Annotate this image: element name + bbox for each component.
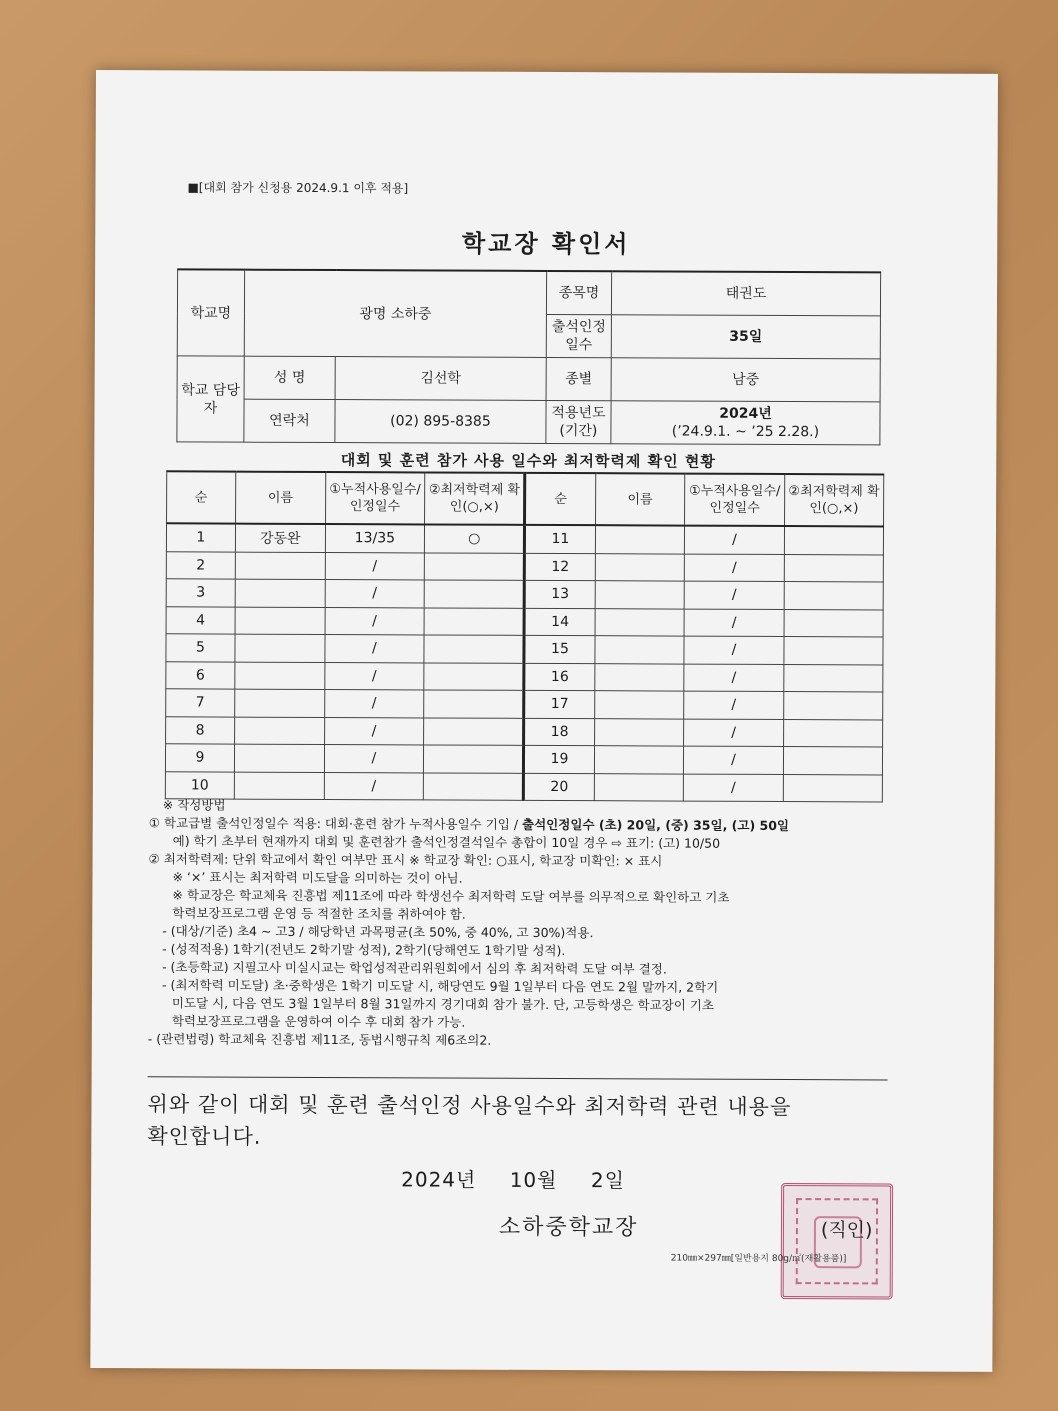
days-cell: / (684, 774, 783, 802)
signature-date (401, 1163, 651, 1193)
instruction-line: ※ 학교장은 학교체육 진흥법 제11조에 따라 학생선수 최저학력 도달 여부를 의무적으로 확인하고 기초 (172, 887, 730, 905)
days-cell: / (684, 609, 783, 637)
days-cell: / (685, 554, 784, 582)
confirmation-statement (147, 1088, 887, 1155)
check-cell (424, 662, 525, 690)
days-cell: / (685, 581, 784, 609)
name-cell (594, 663, 684, 691)
status-title: 대회 및 훈련 참가 사용 일수와 최저학력제 확인 현황 (340, 451, 716, 471)
sport-label: 종목명 (546, 271, 611, 315)
header-days: ①누적사용일수/인정일수 (325, 472, 424, 524)
name-cell (594, 718, 684, 746)
days-cell: / (324, 772, 423, 800)
seq-cell: 5 (166, 634, 235, 662)
name-cell (235, 662, 325, 690)
days-value: 35일 (611, 315, 880, 359)
seq-cell: 14 (525, 608, 595, 636)
header-days: ①누적사용일수/인정일수 (685, 474, 784, 526)
days-cell: / (685, 526, 784, 554)
school-info-table (176, 268, 881, 445)
days-cell: / (325, 552, 424, 580)
seq-cell: 1 (166, 523, 235, 551)
table-row (165, 744, 882, 775)
instruction-line: - (대상/기준) 초4 ~ 고3 / 해당학년 과목평균(초 50%, 중 40%, 고 30%)적용. (162, 923, 594, 941)
document-page (90, 70, 998, 1372)
seq-cell: 15 (524, 635, 594, 663)
name-cell (595, 581, 685, 609)
seq-cell: 3 (166, 579, 235, 607)
check-cell (423, 745, 524, 773)
name-cell (234, 772, 324, 800)
name-cell: 강동완 (235, 524, 325, 552)
header-seq: 순 (525, 473, 595, 525)
days-cell: / (684, 746, 783, 774)
check-cell (783, 747, 882, 775)
header-name: 이름 (235, 472, 325, 524)
date-year: 2024년 (401, 1167, 477, 1192)
name-label: 성 명 (244, 356, 335, 399)
year-cell (611, 401, 880, 445)
instruction-text: ① 학교급별 출석인정일수 적용: 대회·훈련 참가 누적사용일수 기입 / (148, 815, 523, 832)
instruction-line: - (최저학력 미도달) 초·중학생은 1학기 미도달 시, 해당연도 9월 1일부터 다음 연도 2월 말까지, 2학기 (161, 977, 719, 995)
name-cell (235, 579, 325, 607)
instruction-line: - (성적적용) 1학기(전년도 2학기말 성적), 2학기(당해연도 1학기말 성적). (162, 941, 566, 959)
check-cell (784, 609, 883, 637)
divider (148, 1076, 888, 1080)
check-cell (424, 552, 525, 580)
year-period: (’24.9.1. ~ ’25 2.28.) (671, 423, 820, 441)
header-check: ②최저학력제 확인(○,×) (425, 472, 526, 524)
instructions-heading: ※ 작성방법 (162, 797, 226, 813)
instruction-line: 미도달 시, 다음 연도 3월 1일부터 8월 31일까지 경기대회 참가 불가. 단, 고등학생은 학교장이 기초 (171, 995, 714, 1013)
check-cell (784, 637, 883, 665)
header-seq: 순 (167, 471, 236, 523)
name-value: 김선학 (335, 357, 546, 401)
seq-cell: 19 (524, 745, 594, 773)
name-cell (235, 607, 325, 635)
seq-cell: 20 (524, 773, 594, 801)
name-cell (235, 552, 325, 580)
seq-cell: 8 (166, 716, 235, 744)
instruction-line: 학력보장프로그램 운영 등 적절한 조치를 취하여야 함. (172, 905, 466, 922)
check-cell (783, 719, 882, 747)
seq-cell: 6 (166, 661, 235, 689)
seq-cell: 4 (166, 606, 235, 634)
contact-label: 연락처 (244, 399, 335, 442)
check-cell (424, 717, 525, 745)
name-cell (235, 689, 325, 717)
name-cell (594, 746, 684, 774)
seq-cell: 2 (166, 551, 235, 579)
days-cell: / (684, 636, 783, 664)
instruction-line: - (초등학교) 지필고사 미실시교는 학업성적관리위원회에서 심의 후 최저학력 도달 여부 결정. (162, 959, 667, 977)
year-label: 적용년도 (기간) (546, 400, 611, 443)
name-cell (595, 553, 685, 581)
name-cell (234, 744, 324, 772)
status-table (165, 470, 884, 802)
staff-label: 학교 담당자 (177, 356, 244, 442)
table-row (166, 551, 883, 582)
days-cell: / (684, 719, 783, 747)
check-cell (424, 690, 525, 718)
name-cell (595, 608, 685, 636)
check-cell (783, 774, 882, 802)
seq-cell: 7 (166, 689, 235, 717)
seq-cell: 18 (524, 718, 594, 746)
name-cell (234, 717, 324, 745)
date-day: 2일 (590, 1168, 625, 1193)
days-cell: / (325, 580, 424, 608)
days-cell: / (324, 717, 423, 745)
instruction-line: 학력보장프로그램을 운영하여 이수 후 대회 참가 가능. (171, 1013, 466, 1030)
table-row (166, 689, 883, 720)
days-label: 출석인정 일수 (546, 314, 611, 357)
sport-value: 태권도 (611, 271, 880, 316)
instruction-line: ※ ‘×’ 표시는 최저학력 미도달을 의미하는 것이 아님. (172, 869, 463, 886)
school-label: 학교명 (177, 269, 244, 356)
seal-mark: (직인) (820, 1219, 873, 1242)
days-cell: / (325, 662, 424, 690)
instruction-emphasis: 출석인정일수 (초) 20일, (중) 35일, (고) 50일 (522, 816, 790, 834)
year-value: 2024년 (719, 405, 772, 422)
header-check: ②최저학력제 확인(○,×) (784, 474, 884, 526)
check-cell (423, 772, 524, 800)
table-row (166, 716, 883, 747)
check-cell (424, 607, 525, 635)
seq-cell: 12 (525, 553, 595, 581)
name-cell (594, 636, 684, 664)
instruction-line: ② 최저학력제: 단위 학교에서 확인 여부만 표시 ※ 학교장 확인: ○표시, 학교장 미확인: × 표시 (148, 851, 663, 869)
table-row (166, 579, 883, 610)
seq-cell: 9 (165, 744, 234, 772)
name-cell (595, 525, 685, 553)
days-cell: / (324, 745, 423, 773)
principal-name: 소하중학교장 (498, 1214, 639, 1241)
name-cell (594, 773, 684, 801)
days-cell: / (684, 691, 783, 719)
statement-line: 확인합니다. (147, 1124, 262, 1149)
category-value: 남중 (611, 358, 880, 402)
seq-cell: 11 (525, 525, 595, 553)
date-month: 10월 (509, 1167, 558, 1193)
table-row (166, 634, 883, 665)
days-cell: / (325, 607, 424, 635)
name-cell (235, 634, 325, 662)
name-cell (594, 691, 684, 719)
instruction-line: - (관련법령) 학교체육 진흥법 제11조, 동법시행규칙 제6조의2. (147, 1031, 492, 1048)
check-cell (784, 554, 883, 582)
instructions (148, 796, 889, 1051)
document-title: 학교장 확인서 (461, 229, 631, 259)
seq-cell: 13 (525, 580, 595, 608)
table-row (166, 661, 883, 692)
check-cell (784, 582, 883, 610)
table-row (166, 606, 883, 637)
school-value: 광명 소하중 (244, 270, 546, 358)
check-cell (784, 526, 883, 554)
check-cell (424, 635, 525, 663)
statement-line: 위와 같이 대회 및 훈련 출석인정 사용일수와 최저학력 관련 내용을 (147, 1092, 792, 1120)
seq-cell: 16 (524, 663, 594, 691)
header-name: 이름 (595, 473, 685, 525)
category-label: 종별 (546, 357, 611, 400)
table-row (166, 523, 883, 554)
seq-cell: 10 (165, 771, 234, 799)
days-cell: 13/35 (325, 524, 424, 552)
days-cell: / (324, 690, 423, 718)
instruction-line: 예) 학기 초부터 현재까지 대회 및 훈련참가 출석인정결석일수 총합이 10일 경우 ⇨ 표기: (고) 10/50 (172, 833, 721, 851)
days-cell: / (684, 664, 783, 692)
check-cell (783, 692, 882, 720)
check-cell (424, 580, 525, 608)
form-tag: ■[대회 참가 신청용 2024.9.1 이후 적용] (187, 180, 409, 196)
check-cell: ○ (424, 524, 525, 552)
contact-value: (02) 895-8385 (335, 400, 546, 444)
seq-cell: 17 (524, 690, 594, 718)
check-cell (783, 664, 882, 692)
days-cell: / (325, 635, 424, 663)
paper-spec-footer: 210㎜×297㎜[일반용지 80g/㎡(재활용품)] (670, 1253, 847, 1265)
